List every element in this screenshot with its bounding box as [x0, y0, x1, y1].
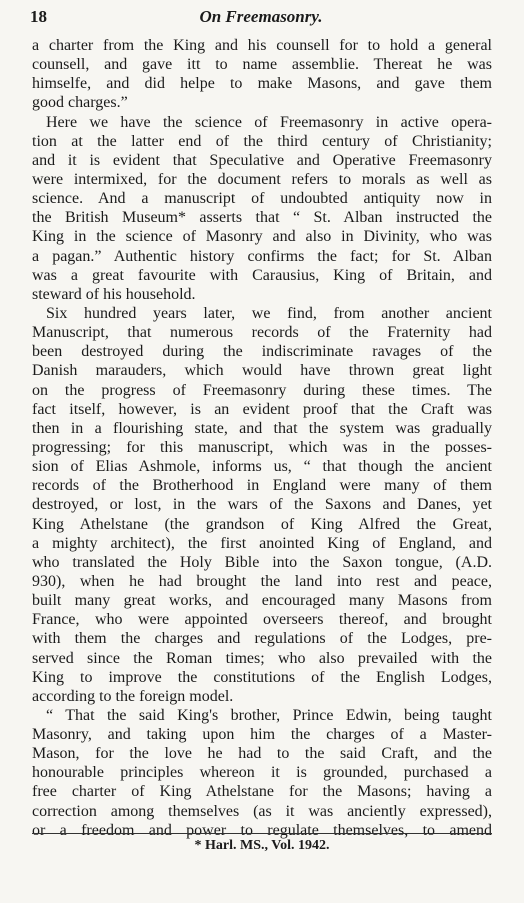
text-line: “ That the said King's brother, Prince Edwin, being taught — [46, 706, 492, 724]
text-line: counsell, and gave itt to name assemblie. Thereat he was — [32, 56, 492, 74]
text-line: who translated the Holy Bible into the Saxon tongue, (A.D. — [32, 553, 492, 571]
text-line: Mason, for the love he had to the said Craft, and the — [32, 745, 492, 763]
text-line: a charter from the King and his counsell for to hold a general — [32, 37, 492, 54]
text-line: a pagan.” Authentic history confirms the fact; for St. Alban — [32, 247, 492, 265]
text-line: 930), when he had brought the land into rest and peace, — [32, 572, 492, 590]
footnote: * Harl. MS., Vol. 1942. — [194, 838, 330, 853]
text-line: destroyed, or lost, in the wars of the Saxons and Danes, yet — [32, 496, 492, 514]
text-line: records of the Brotherhood in England were many of them — [32, 477, 492, 495]
page-number: 18 — [30, 7, 47, 26]
text-line: and it is evident that Speculative and Operative Freemasonry — [32, 151, 492, 169]
text-line: good charges.” — [32, 94, 128, 112]
text-line: been destroyed during the indiscriminate ravages of the — [32, 343, 492, 361]
text-line: steward of his household. — [32, 285, 196, 303]
text-line: on the progress of Freemasonry during these times. The — [32, 381, 492, 399]
text-line: was a great favourite with Carausius, King of Britain, and — [32, 266, 492, 284]
text-line: free charter of King Athelstane for the Masons; having a — [32, 783, 492, 801]
text-line: King in the science of Masonry and also in Divinity, who was — [32, 228, 492, 246]
text-line: science. And a manuscript of undoubted antiquity now in — [32, 190, 492, 208]
text-line: were intermixed, for the document refers to morals as well as — [32, 170, 492, 188]
running-title: On Freemasonry. — [199, 7, 323, 26]
text-line: sion of Elias Ashmole, informs us, “ that though the ancient — [32, 458, 492, 476]
text-line: honourable principles whereon it is grounded, purchased a — [32, 764, 492, 782]
text-line: the British Museum* asserts that “ St. Alban instructed the — [32, 209, 492, 227]
text-line: King Athelstane (the grandson of King Alfred the Great, — [32, 515, 492, 533]
text-line: progressing; for this manuscript, which was in the posses- — [32, 438, 492, 456]
text-line: King to improve the constitutions of the English Lodges, — [32, 668, 492, 686]
text-line: Manuscript, that numerous records of the Fraternity had — [32, 324, 492, 342]
text-line: Danish marauders, which would have thrown great light — [32, 362, 492, 380]
text-line: France, who were appointed overseers thereof, and brought — [32, 611, 492, 629]
text-line: built many great works, and encouraged many Masons from — [32, 592, 492, 610]
text-line: tion at the latter end of the third century of Christianity; — [32, 132, 492, 150]
text-line: or a freedom and power to regulate themselves, to amend — [32, 821, 492, 839]
text-line: according to the foreign model. — [32, 687, 234, 705]
text-line: Masonry, and taking upon him the charges of a Master- — [32, 726, 492, 744]
text-line: served since the Roman times; who also prevailed with the — [32, 649, 492, 667]
text-line: a mighty architect), the first anointed King of England, and — [32, 534, 492, 552]
text-line: correction among themselves (as it was anciently expressed), — [32, 802, 492, 820]
text-line: then in a flourishing state, and that the system was gradually — [32, 419, 492, 437]
text-line: with them the charges and regulations of the Lodges, pre- — [32, 630, 492, 648]
text-line: himselfe, and did helpe to make Masons, and gave them — [32, 75, 492, 93]
footnote-divider — [32, 833, 492, 834]
text-line: fact itself, however, is an evident proof that the Craft was — [32, 400, 492, 418]
body-text — [32, 36, 492, 840]
page-header — [30, 7, 492, 29]
text-line: Six hundred years later, we find, from another ancient — [46, 304, 492, 322]
text-line: Here we have the science of Freemasonry in active opera- — [46, 113, 492, 131]
